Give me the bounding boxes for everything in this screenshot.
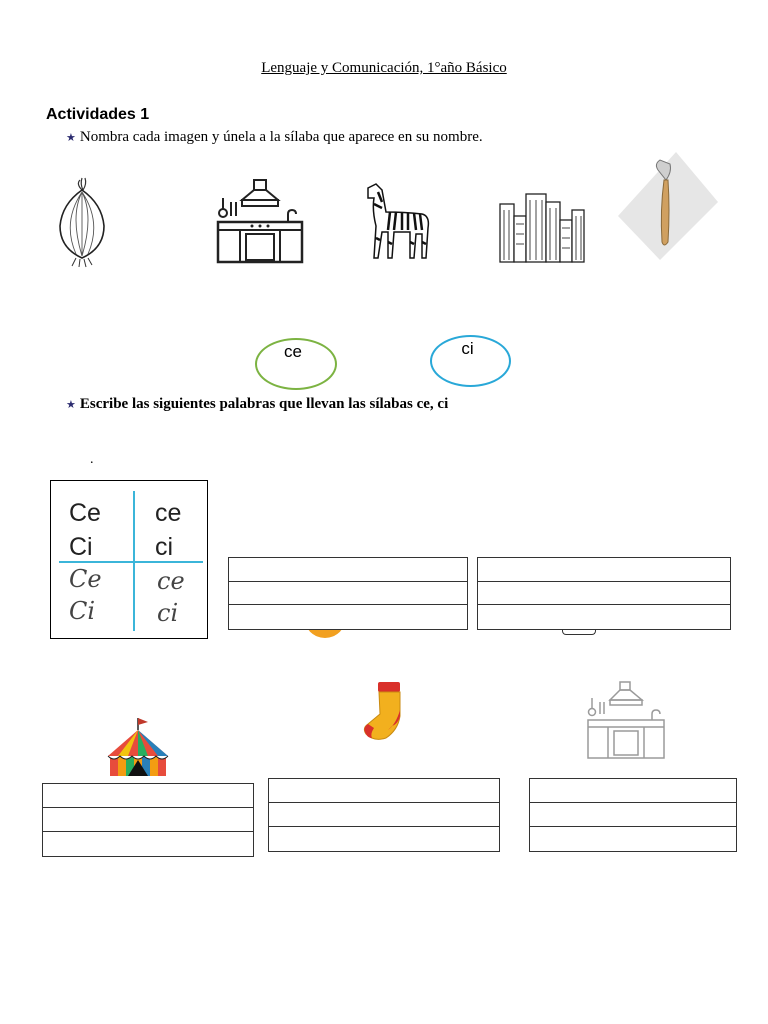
writing-lines-1[interactable] (228, 557, 468, 630)
stray-dot: . (90, 452, 94, 467)
card-script-lower-ce: ce (157, 567, 185, 595)
writing-line[interactable] (478, 605, 730, 628)
city-image (496, 190, 586, 264)
writing-line[interactable] (43, 784, 253, 808)
onion-image (52, 176, 112, 268)
writing-line[interactable] (229, 605, 467, 628)
card-script-upper-ce: Ce (69, 565, 102, 593)
card-script-lower-ci: ci (157, 599, 179, 627)
sock-image (360, 680, 408, 742)
instruction-1 (66, 128, 483, 146)
writing-line[interactable] (478, 582, 730, 605)
writing-lines-3[interactable] (42, 783, 254, 857)
writing-line[interactable] (530, 779, 736, 803)
syllable-ci-oval[interactable] (430, 335, 511, 387)
writing-lines-4[interactable] (268, 778, 500, 852)
syllable-card (50, 480, 208, 639)
card-print-upper-ci: Ci (69, 533, 93, 561)
writing-lines-2[interactable] (477, 557, 731, 630)
writing-line[interactable] (530, 803, 736, 827)
card-print-lower-ci: ci (155, 533, 174, 561)
toothbrush-image (616, 150, 720, 262)
writing-line[interactable] (43, 832, 253, 854)
card-print-lower-ce: ce (155, 499, 182, 527)
kitchen-image (216, 178, 304, 266)
writing-line[interactable] (229, 582, 467, 605)
writing-line[interactable] (229, 558, 467, 582)
instruction-2-text: Escribe las siguientes palabras que llevan las sílabas ce, ci (79, 396, 449, 412)
star-bullet-icon: ★ (66, 132, 76, 144)
instruction-1-text: Nombra cada imagen y únela a la sílaba que aparece en su nombre. (79, 129, 483, 145)
writing-line[interactable] (530, 827, 736, 849)
writing-line[interactable] (269, 827, 499, 849)
writing-line[interactable] (43, 808, 253, 832)
page-title: Lenguaje y Comunicación, 1°año Básico (261, 60, 507, 76)
syllable-ce-oval[interactable] (255, 338, 337, 390)
syllable-ce-label: ce (284, 342, 302, 361)
instruction-2 (66, 395, 448, 413)
circus-tent-image (104, 716, 172, 778)
card-print-upper-ce: Ce (69, 499, 101, 527)
writing-line[interactable] (269, 803, 499, 827)
writing-lines-5[interactable] (529, 778, 737, 852)
writing-line[interactable] (478, 558, 730, 582)
kitchen-outline-image (586, 680, 666, 764)
card-script-upper-ci: Ci (69, 597, 96, 625)
writing-line[interactable] (269, 779, 499, 803)
star-bullet-icon: ★ (66, 399, 76, 411)
zebra-image (364, 182, 434, 262)
activity-heading: Actividades 1 (46, 106, 150, 123)
syllable-ci-label: ci (461, 339, 474, 358)
